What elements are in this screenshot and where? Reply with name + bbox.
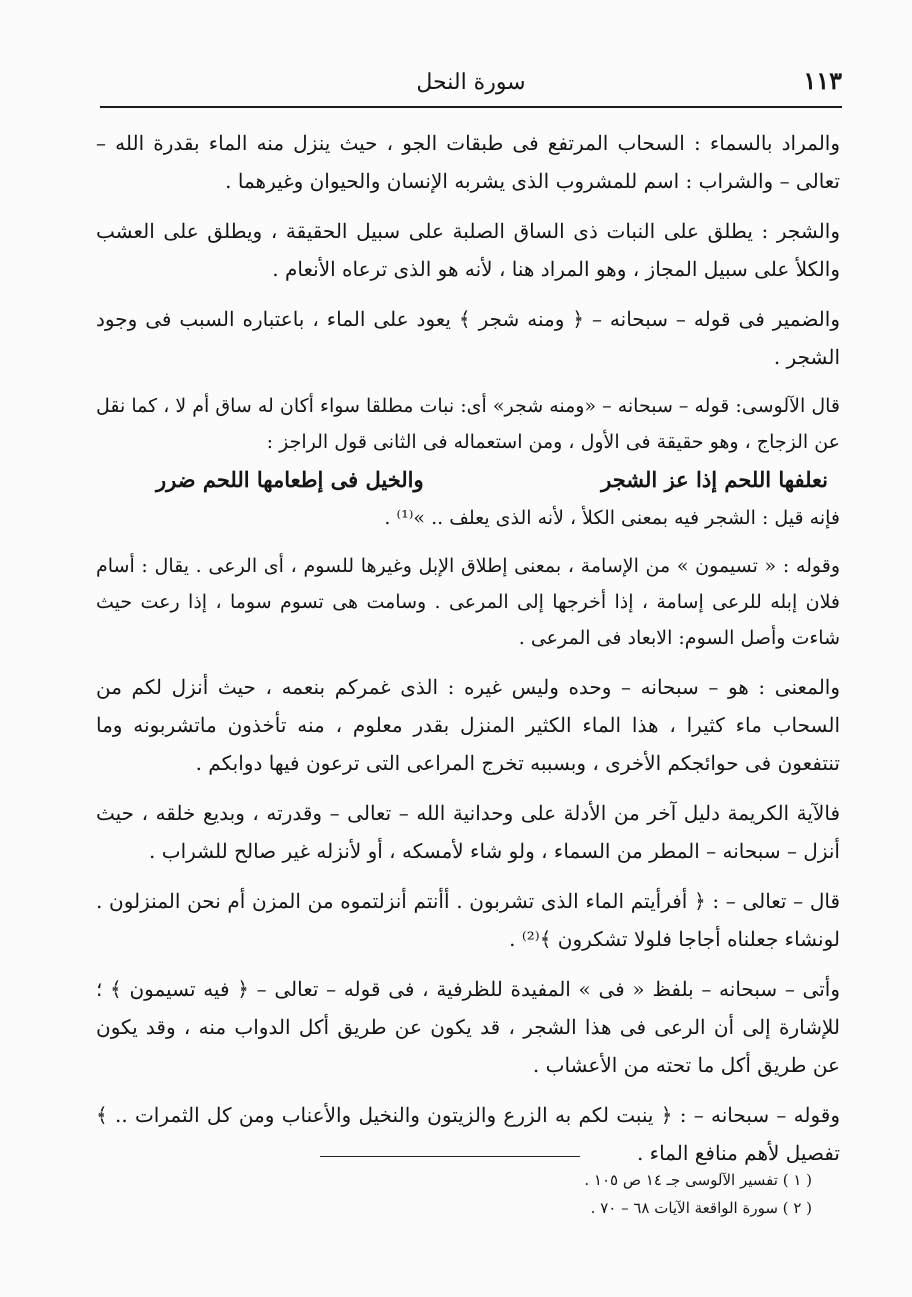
paragraph: وقوله – سبحانه – : ﴿ ينبت لكم به الزرع والزيتون والنخيل والأعناب ومن كل الثمرات .. ﴾ تفصيل لأهم منافع الماء . [96, 1103, 840, 1165]
footnote-1: ( ١ ) تفسير الآلوسى جـ ١٤ ص ١٠٥ . [584, 1171, 812, 1189]
paragraph: قال – تعالى – : ﴿ أفرأيتم الماء الذى تشربون . أأنتم أنزلتموه من المزن أم نحن المنزلون . لونشاء جعلناه أجاجا فلولا تشكرون ﴾⁽²⁾ . [96, 889, 840, 951]
paragraph: وأتى – سبحانه – بلفظ « فى » المفيدة للظرفية ، فى قوله – تعالى – ﴿ فيه تسيمون ﴾ ؛ للإشارة إلى أن الرعى فى هذا الشجر ، قد يكون عن طريق أكل الدواب منه ، وقد يكون عن طريق أكل ما تحته من الأعشاب . [96, 977, 840, 1077]
paragraph: والمعنى : هو – سبحانه – وحده وليس غيره : الذى غمركم بنعمه ، حيث أنزل لكم من السحاب ماء كثيرا ، هذا الماء الكثير المنزل بقدر معلوم ، منه تأخذون ماتشربونه وما تنتفعون فى حوائجكم الأخرى ، وبسببه تخرج المراعى التى ترعون فيها دوابكم . [96, 675, 840, 775]
footnotes [300, 1166, 812, 1222]
paragraph: والشجر : يطلق على النبات ذى الساق الصلبة على سبيل الحقيقة ، ويطلق على العشب والكلأ على سبيل المجاز ، وهو المراد هنا ، لأنه هو الذى ترعاه الأنعام . [96, 219, 840, 281]
poem-hemistich-second: والخيل فى إطعامها اللحم ضرر [156, 467, 424, 492]
footnote-divider [320, 1156, 580, 1157]
paragraph: وقوله : « تسيمون » من الإسامة ، بمعنى إطلاق الإبل وغيرها للسوم ، أى الرعى . يقال : أسام فلان إبله للرعى إسامة ، إذا أخرجها إلى المرعى . وسامت هى تسوم سوما ، إذا رعت حيث شاءت وأصل السوم: الابعاد فى المرعى . [96, 555, 840, 649]
paragraph: والمراد بالسماء : السحاب المرتفع فى طبقات الجو ، حيث ينزل منه الماء بقدرة الله – تعالى – والشراب : اسم للمشروب الذى يشربه الإنسان والحيوان وغيرهما . [96, 131, 840, 193]
alusi-quote-end: فإنه قيل : الشجر فيه بمعنى الكلأ ، لأنه الذى يعلف .. »⁽¹⁾ . [384, 507, 840, 529]
footnote-2: ( ٢ ) سورة الواقعة الآيات ٦٨ – ٧٠ . [590, 1199, 812, 1217]
page-header [100, 58, 842, 108]
main-text [96, 124, 840, 1184]
paragraph: فالآية الكريمة دليل آخر من الأدلة على وحدانية الله – تعالى – وقدرته ، وبديع خلقه ، حيث أنزل – سبحانه – المطر من السماء ، ولو شاء لأمسكه ، أو لأنزله غير صالح للشراب . [96, 801, 841, 863]
poem-verse [96, 460, 840, 500]
alusi-quote: قال الآلوسى: قوله – سبحانه – «ومنه شجر» أى: نبات مطلقا سواء أكان له ساق أم لا ، كما نقل عن الزجاج ، وهو حقيقة فى الأول ، ومن استعماله فى الثانى قول الراجز : [96, 395, 840, 453]
paragraph: والضمير فى قوله – سبحانه – ﴿ ومنه شجر ﴾ يعود على الماء ، باعتباره السبب فى وجود الشجر . [96, 307, 840, 369]
surah-title: سورة النحل [416, 70, 526, 95]
poem-hemistich-first: نعلفها اللحم إذا عز الشجر [601, 467, 828, 492]
page-number: ١١٣ [803, 66, 842, 95]
